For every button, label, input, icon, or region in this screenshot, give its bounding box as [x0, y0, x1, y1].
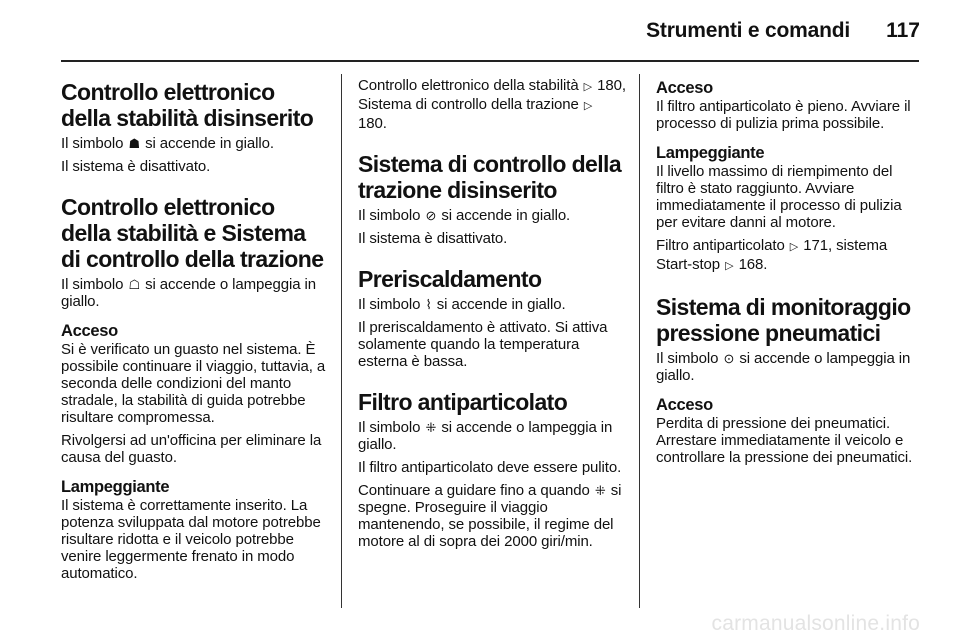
column-middle: [358, 77, 626, 556]
preheat-icon: ⌇: [425, 297, 432, 312]
cross-reference: [656, 237, 924, 275]
section-title-dpf: Filtro antiparticolato: [358, 389, 568, 415]
text: 180.: [358, 115, 387, 132]
paragraph: Il sistema è disattivato.: [61, 158, 211, 175]
paragraph: [358, 482, 626, 550]
column-divider: [341, 74, 342, 608]
header-rule: [61, 60, 919, 62]
section-title-esp-tc: Controllo elettronico della stabilità e Sistema di controllo della trazione: [61, 194, 324, 272]
text: Filtro antiparticolato: [656, 237, 785, 254]
column-right: [656, 79, 924, 472]
section-title-preheat: Preriscaldamento: [358, 266, 542, 292]
text: si accende in giallo.: [145, 135, 274, 152]
subheading-lampeggiante: Lampeggiante: [61, 478, 170, 496]
text: Controllo elettronico della stabilità: [358, 77, 579, 94]
column-left: [61, 79, 329, 588]
section-title-tc-off: Sistema di controllo della trazione disinserito: [358, 151, 622, 203]
watermark: carmanualsonline.info: [711, 612, 920, 635]
cross-reference: [358, 77, 626, 132]
paragraph: Rivolgersi ad un'officina per eliminare la causa del guasto.: [61, 432, 322, 466]
section-title-esp-off: Controllo elettronico della stabilità disinserito: [61, 79, 314, 131]
esp-icon: ☖: [128, 277, 140, 292]
text: Il simbolo: [358, 207, 421, 224]
text: Il simbolo: [61, 135, 124, 152]
text: 180, Sistema di controllo della trazione: [358, 77, 626, 113]
subheading-acceso: Acceso: [61, 322, 118, 340]
paragraph: [61, 135, 329, 152]
paragraph: Perdita di pressione dei pneumatici. Arrestare immediatamente il veicolo e controllare la pressione dei pneumatici.: [656, 415, 913, 466]
text: si accende in giallo.: [436, 296, 566, 313]
column-divider: [639, 74, 640, 608]
esp-off-icon: ☗: [128, 136, 140, 151]
paragraph: [61, 276, 329, 310]
tire-pressure-icon: ⊙: [723, 351, 735, 366]
reference-arrow-icon: ▷: [583, 81, 593, 93]
text: Il simbolo: [358, 419, 421, 436]
paragraph: [358, 419, 626, 453]
text: Il simbolo: [61, 276, 124, 293]
reference-arrow-icon: ▷: [725, 260, 734, 272]
paragraph: Il sistema è disattivato.: [358, 230, 508, 247]
text: Continuare a guidare fino a quando: [358, 482, 590, 499]
paragraph: [656, 350, 924, 384]
text: si accende o lampeggia in giallo.: [61, 276, 317, 310]
paragraph: Il preriscaldamento è attivato. Si attiva solamente quando la temperatura esterna è bassa.: [358, 319, 608, 370]
section-title-tpms: Sistema di monitoraggio pressione pneumatici: [656, 294, 911, 346]
paragraph: Il filtro antiparticolato deve essere pulito.: [358, 459, 622, 476]
paragraph: [358, 296, 626, 313]
text: si spegne. Proseguire il viaggio mantenendo, se possibile, il regime del motore al di sopra dei 2000 giri/min.: [358, 482, 622, 550]
subheading-lampeggiante: Lampeggiante: [656, 144, 765, 162]
text: si accende o lampeggia in giallo.: [358, 419, 613, 453]
subheading-acceso: Acceso: [656, 396, 713, 414]
text: 171, sistema Start-stop: [656, 237, 888, 273]
paragraph: [358, 207, 626, 224]
paragraph: Il filtro antiparticolato è pieno. Avviare il processo di pulizia prima possibile.: [656, 98, 911, 132]
particulate-filter-icon: ⁜: [425, 420, 437, 435]
text: si accende in giallo.: [441, 207, 571, 224]
header-title: Strumenti e comandi: [646, 19, 850, 42]
text: si accende o lampeggia in giallo.: [656, 350, 911, 384]
particulate-filter-icon: ⁜: [594, 483, 606, 498]
paragraph: Il sistema è correttamente inserito. La potenza sviluppata dal motore potrebbe risultare ridotta e il veicolo potrebbe venire leggermente frenato in modo automatico.: [61, 497, 321, 582]
text: Il simbolo: [656, 350, 719, 367]
text: 168.: [738, 256, 768, 273]
text: Il simbolo: [358, 296, 421, 313]
subheading-acceso: Acceso: [656, 79, 713, 97]
paragraph: Il livello massimo di riempimento del filtro è stato raggiunto. Avviare immediatamente il processo di pulizia per evitare danni al motore.: [656, 163, 902, 231]
traction-control-off-icon: ⊘: [425, 208, 437, 223]
reference-arrow-icon: ▷: [583, 100, 593, 112]
reference-arrow-icon: ▷: [789, 241, 799, 253]
paragraph: Si è verificato un guasto nel sistema. È possibile continuare il viaggio, tuttavia, a seconda delle condizioni del manto stradale, la stabilità di guida potrebbe risultare compromessa.: [61, 341, 326, 426]
page-number: 117: [886, 19, 920, 42]
